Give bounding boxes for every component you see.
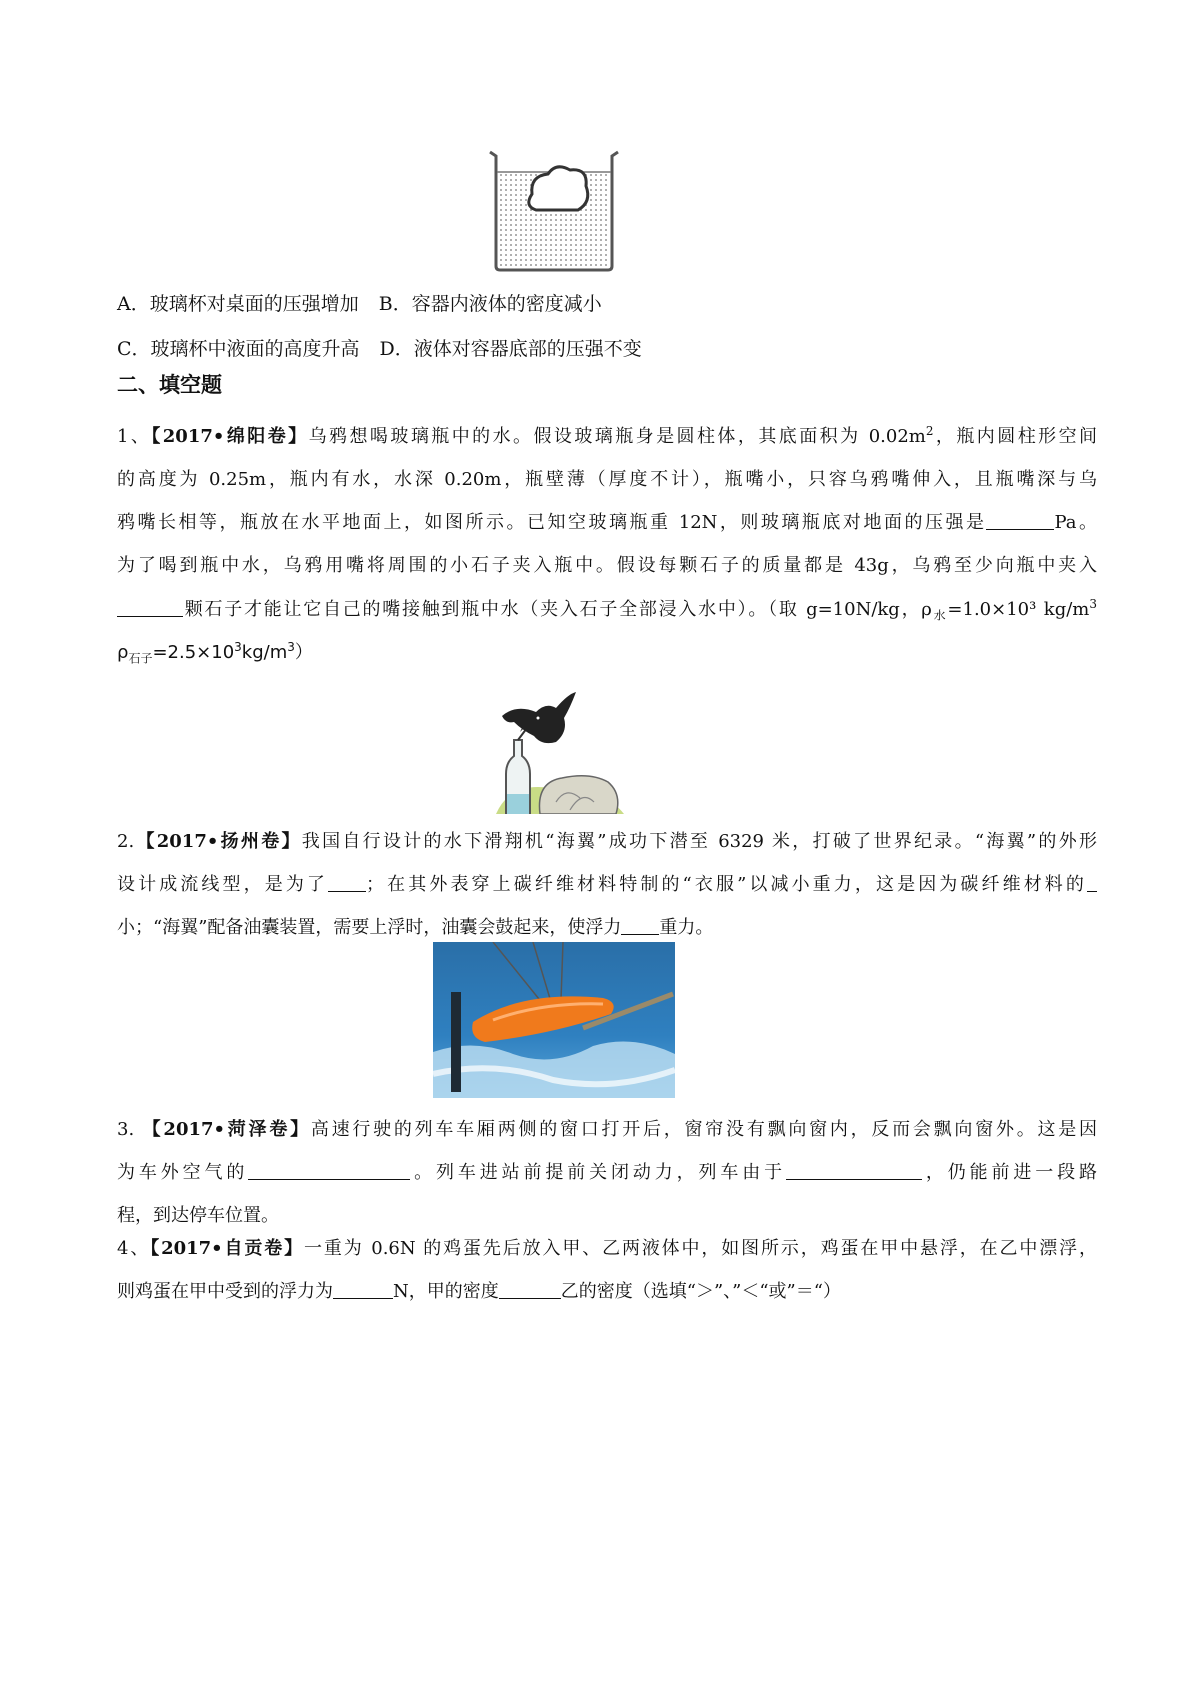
q4-blank-buoyancy[interactable] (333, 1280, 393, 1299)
option-b: B．容器内液体的密度减小 (378, 293, 602, 315)
option-c: C．玻璃杯中液面的高度升高 (117, 338, 360, 360)
q2-line-2: 设计成流线型，是为了 ；在其外表穿上碳纤维材料特制的“衣服”以减小重力，这是因为碳纤维材料的 (117, 872, 1097, 898)
crow-bottle-figure (490, 690, 630, 814)
q2-blank-property[interactable] (1087, 873, 1097, 892)
q2-blank-purpose[interactable] (328, 873, 366, 892)
q2-line-1: 2.【2017•扬州卷】我国自行设计的水下滑翔机“海翼”成功下潜至 6329 米，打破了世界纪录。“海翼”的外形 (117, 831, 1097, 852)
option-a: A．玻璃杯对桌面的压强增加 (117, 293, 359, 315)
option-d: D．液体对容器底部的压强不变 (379, 338, 642, 360)
q3-line-2: 为车外空气的 。列车进站前提前关闭动力，列车由于 ，仍能前进一段路 (117, 1162, 1097, 1183)
beaker-figure (484, 148, 624, 276)
underwater-glider-photo (433, 942, 675, 1098)
q4-line-2: 则鸡蛋在甲中受到的浮力为 N，甲的密度 乙的密度（选填“＞”、”＜“或”＝“） (117, 1281, 841, 1302)
q3-line-1: 3. 【2017•菏泽卷】高速行驶的列车车厢两侧的窗口打开后，窗帘没有飘向窗内，反而会飘向窗外。这是因 (117, 1119, 1097, 1140)
q1-line-4: 为了喝到瓶中水，乌鸦用嘴将周围的小石子夹入瓶中。假设每颗石子的质量都是 43g，乌鸦至少向瓶中夹入 (117, 555, 1097, 576)
q3-blank-air[interactable] (248, 1161, 410, 1180)
q1-line-2: 的高度为 0.25m，瓶内有水，水深 0.20m，瓶壁薄（厚度不计），瓶嘴小，只容乌鸦嘴伸入，且瓶嘴深与乌 (117, 469, 1097, 490)
options-row-2 (117, 336, 642, 362)
section-heading: 二、填空题 (117, 373, 222, 397)
q1-line-6: $\rho_{石子}=2.5\times 10^3kg/m^3$） (117, 640, 313, 666)
q1-source: 【2017•绵阳卷】 (151, 426, 309, 447)
q1-line-3: 鸦嘴长相等，瓶放在水平地面上，如图所示。已知空玻璃瓶重 12N，则玻璃瓶底对地面的压强是 Pa。 (117, 512, 1097, 533)
q1-line-1: 1、【2017•绵阳卷】乌鸦想喝玻璃瓶中的水。假设玻璃瓶身是圆柱体，其底面积为 $0.02m^2$，瓶内圆柱形空间 (117, 424, 1098, 447)
options-row-1 (117, 291, 602, 317)
q3-line-3: 程，到达停车位置。 (117, 1205, 279, 1226)
q3-source: 【2017•菏泽卷】 (142, 1119, 311, 1140)
q1-line-5: 颗石子才能让它自己的嘴接触到瓶中水（夹入石子全部浸入水中）。（取 g=10N/kg，$\rho_水=1.0\times 10^3$ $kg/m^3$ (117, 597, 1097, 623)
q4-source: 【2017•自贡卷】 (150, 1238, 305, 1259)
q1-blank-pressure[interactable] (986, 511, 1054, 530)
q4-line-1: 4、【2017•自贡卷】一重为 0.6N 的鸡蛋先后放入甲、乙两液体中，如图所示，鸡蛋在甲中悬浮，在乙中漂浮， (117, 1238, 1097, 1259)
q3-blank-inertia[interactable] (786, 1161, 922, 1180)
q2-blank-compare[interactable] (621, 916, 659, 935)
q2-line-3: 小；“海翼”配备油囊装置，需要上浮时，油囊会鼓起来，使浮力 重力。 (117, 917, 714, 938)
q2-source: 【2017•扬州卷】 (134, 831, 302, 852)
q4-blank-density[interactable] (499, 1280, 561, 1299)
q1-blank-stones[interactable] (117, 598, 183, 617)
